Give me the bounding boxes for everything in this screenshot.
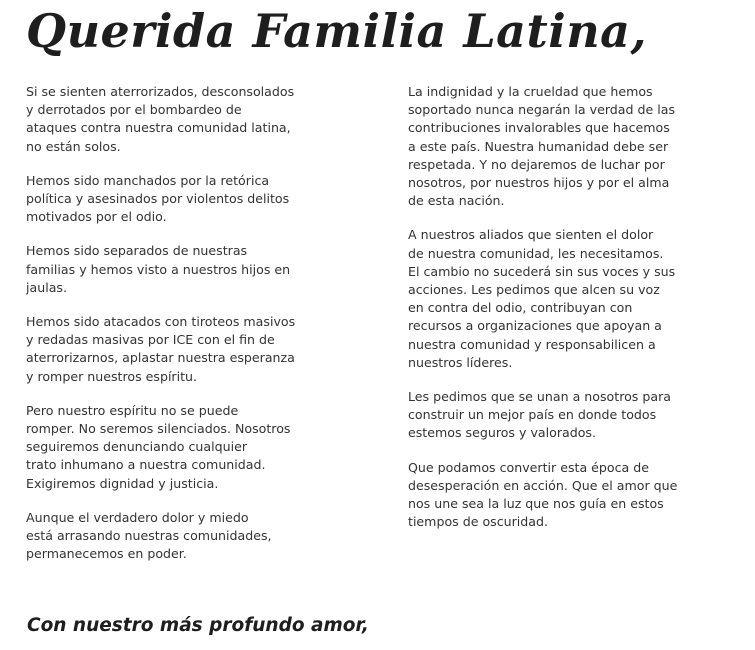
text-line: Hemos sido atacados con tiroteos masivos <box>26 314 296 330</box>
text-line: y romper nuestros espíritu. <box>26 368 198 384</box>
text-line: está arrasando nuestras comunidades, <box>26 528 272 544</box>
text-line: acciones. Les pedimos que alcen su voz <box>408 282 660 298</box>
text-line: A nuestros aliados que sienten el dolor <box>408 227 654 243</box>
text-line: de esta nación. <box>408 193 505 209</box>
text-line: ataques contra nuestra comunidad latina, <box>26 120 291 136</box>
text-line: recursos a organizaciones que apoyan a <box>408 318 662 334</box>
paragraph <box>26 509 366 564</box>
text-line: jaulas. <box>26 279 67 295</box>
paragraph <box>26 402 366 493</box>
paragraph <box>408 83 738 210</box>
text-line: romper. No seremos silenciados. Nosotros <box>26 421 291 437</box>
text-line: y derrotados por el bombardeo de <box>26 102 242 118</box>
text-line: aterrorizarnos, aplastar nuestra esperanza <box>26 350 295 366</box>
text-line: nuestra comunidad y responsabilicen a <box>408 336 656 352</box>
text-line: Hemos sido manchados por la retórica <box>26 172 270 188</box>
paragraph <box>26 313 366 386</box>
text-line: Que podamos convertir esta época de <box>408 459 650 475</box>
text-line: nosotros, por nuestros hijos y por el alma <box>408 175 670 191</box>
paragraph <box>408 459 738 532</box>
text-line: motivados por el odio. <box>26 209 167 225</box>
paragraph <box>26 242 366 297</box>
letter-title: Querida Familia Latina, <box>26 4 647 58</box>
text-line: Hemos sido separados de nuestras <box>26 243 248 259</box>
text-line: construir un mejor país en donde todos <box>408 407 657 423</box>
text-line: desesperación en acción. Que el amor que <box>408 477 678 493</box>
text-line: tiempos de oscuridad. <box>408 514 549 530</box>
paragraph <box>408 226 738 372</box>
text-line: Pero nuestro espíritu no se puede <box>26 402 239 418</box>
left-column <box>26 83 366 579</box>
text-line: Exigiremos dignidad y justicia. <box>26 475 219 491</box>
text-line: Si se sienten aterrorizados, desconsolados <box>26 84 295 99</box>
text-line: trato inhumano a nuestra comunidad. <box>26 457 266 473</box>
text-line: familias y hemos visto a nuestros hijos en <box>26 261 291 277</box>
right-column <box>408 83 738 547</box>
paragraph <box>26 83 366 156</box>
text-line: Les pedimos que se unan a nosotros para <box>408 389 671 405</box>
text-line: contribuciones invalorables que hacemos <box>408 120 670 136</box>
paragraph <box>26 172 366 227</box>
text-line: de nuestra comunidad, les necesitamos. <box>408 245 664 261</box>
text-line: La indignidad y la crueldad que hemos <box>408 84 653 99</box>
text-line: nuestros líderes. <box>408 354 513 370</box>
text-line: y redadas masivas por ICE con el fin de <box>26 332 275 348</box>
closing-line: Con nuestro más profundo amor, <box>27 615 369 636</box>
paragraph <box>408 388 738 443</box>
text-line: política y asesinados por violentos delitos <box>26 191 290 207</box>
text-line: permanecemos en poder. <box>26 546 187 562</box>
text-line: no están solos. <box>26 138 121 154</box>
text-line: seguiremos denunciando cualquier <box>26 439 248 455</box>
text-line: a este país. Nuestra humanidad debe ser <box>408 138 669 154</box>
text-line: soportado nunca negarán la verdad de las <box>408 102 676 118</box>
text-line: nos une sea la luz que nos guía en estos <box>408 496 664 512</box>
text-line: respetada. Y no dejaremos de luchar por <box>408 156 665 172</box>
text-line: en contra del odio, contribuyan con <box>408 300 633 316</box>
text-line: estemos seguros y valorados. <box>408 425 596 441</box>
text-line: Aunque el verdadero dolor y miedo <box>26 509 249 525</box>
text-line: El cambio no sucederá sin sus voces y sus <box>408 263 676 279</box>
